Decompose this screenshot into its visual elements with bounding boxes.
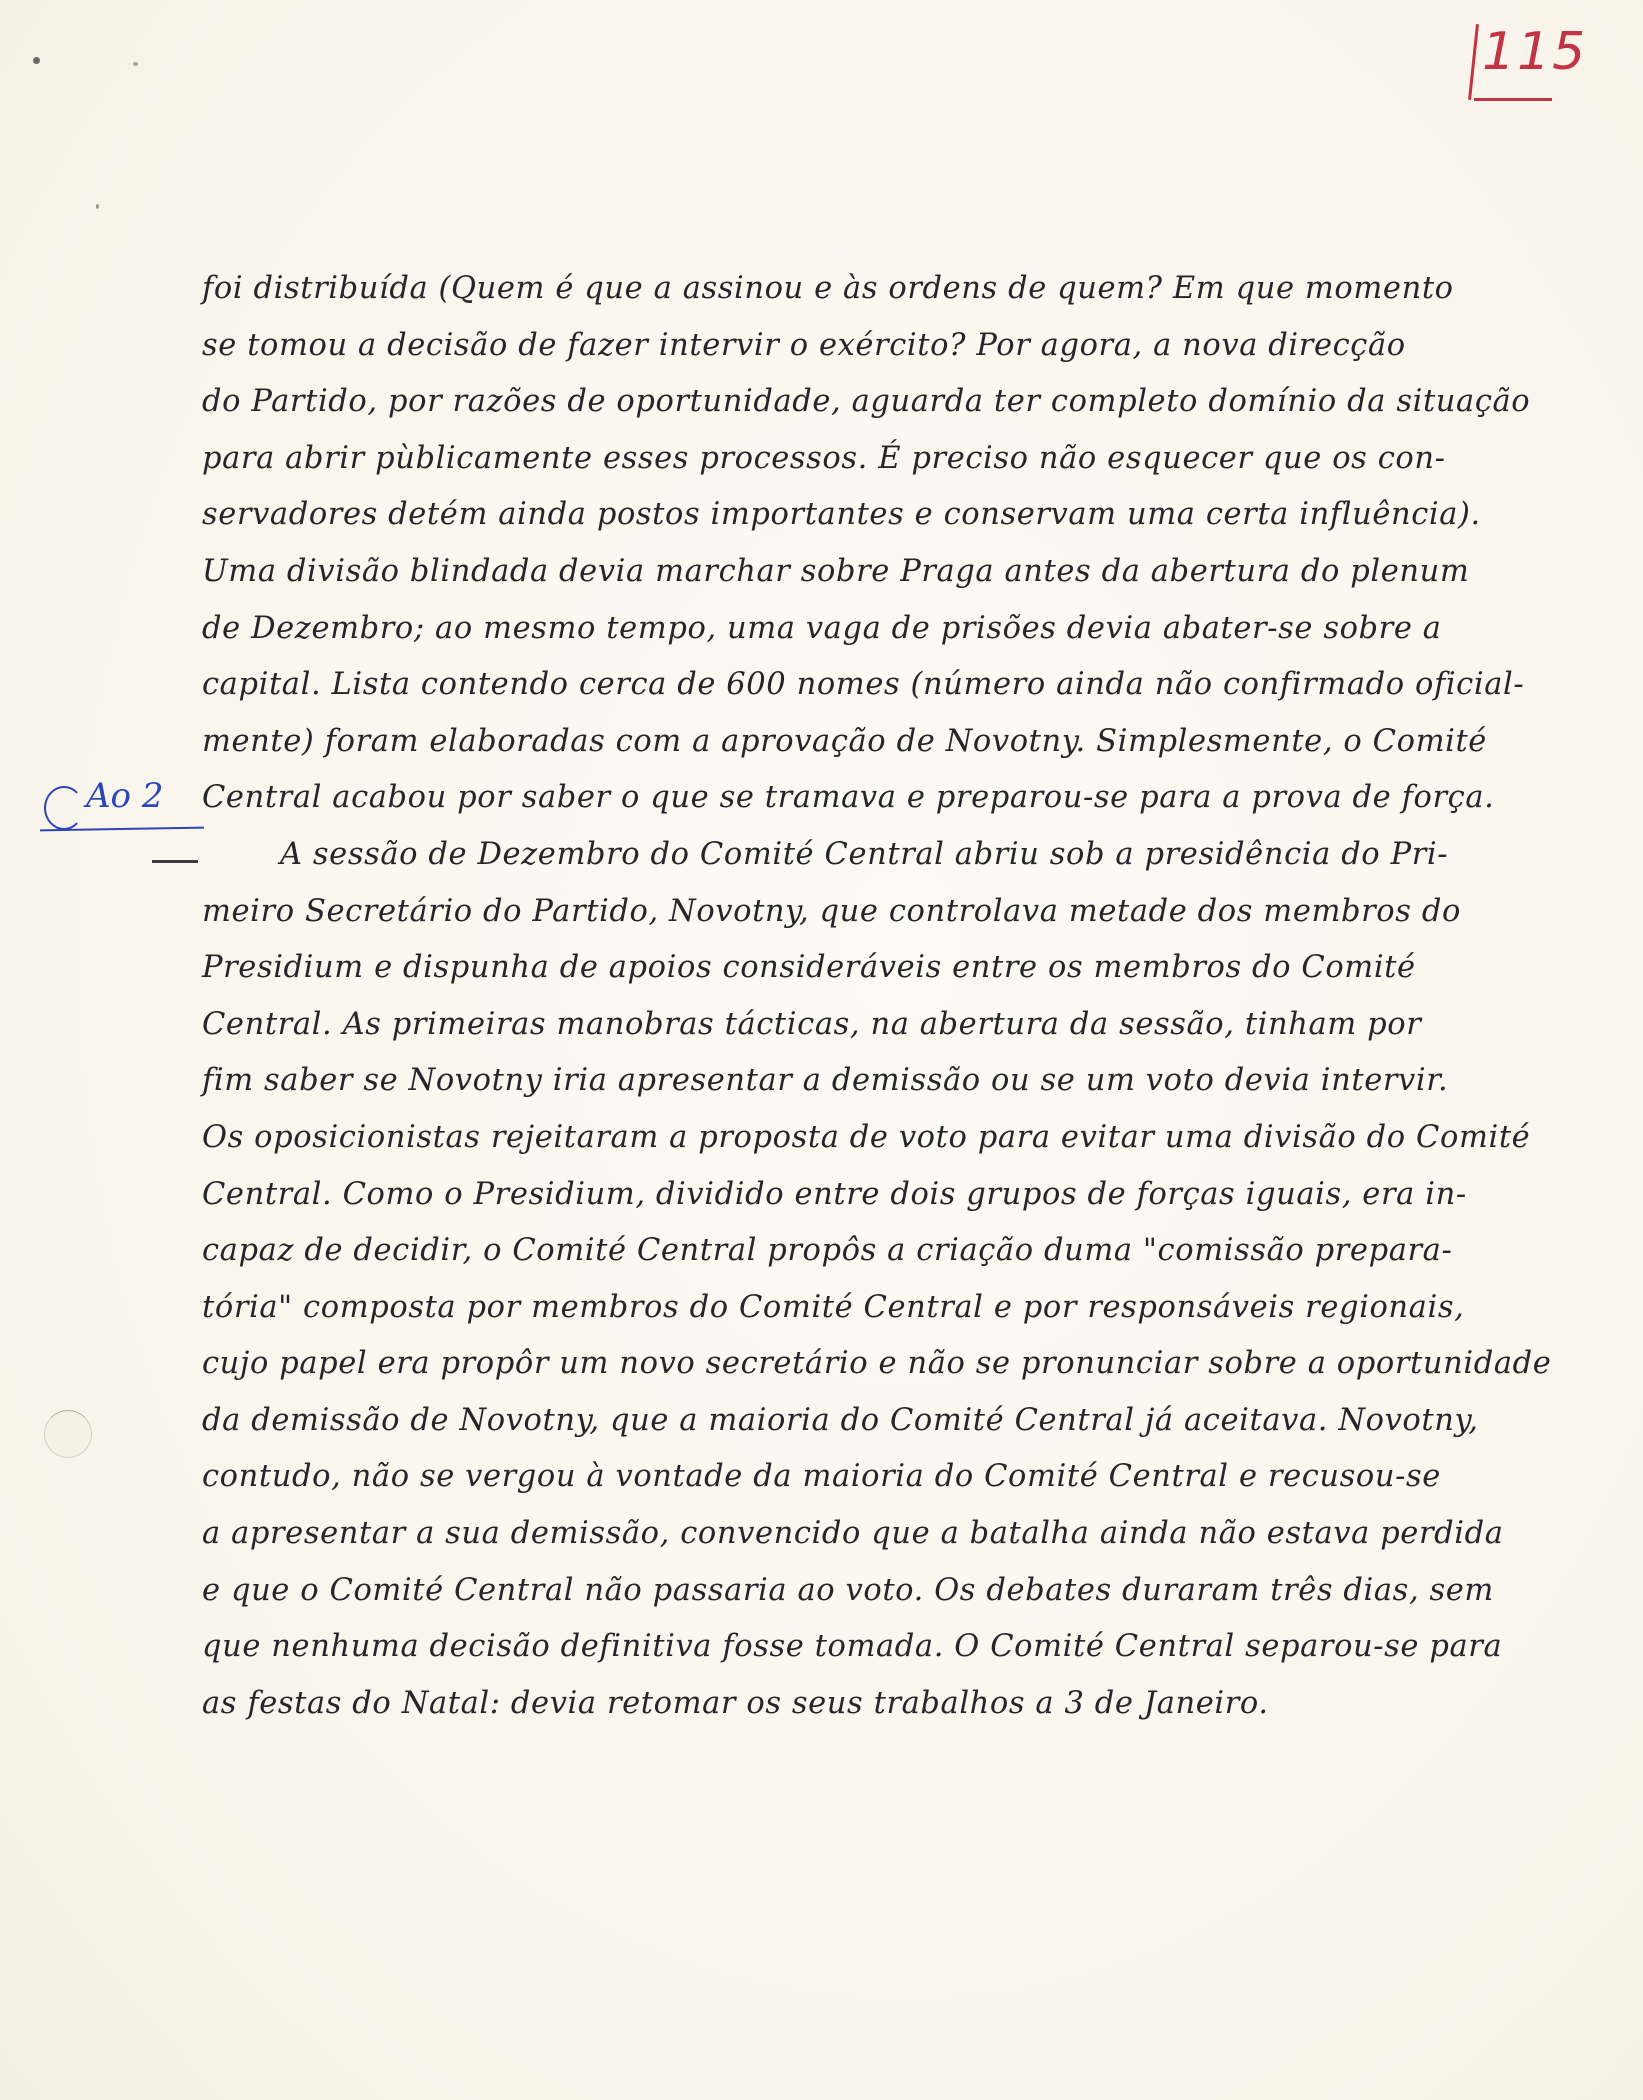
text-line: que nenhuma decisão definitiva fosse tomada. O Comité Central separou-se para xyxy=(202,1629,1503,1665)
text-line: meiro Secretário do Partido, Novotny, que controlava metade dos membros do xyxy=(202,893,1461,929)
text-line: servadores detém ainda postos importantes e conservam uma certa influência). xyxy=(202,497,1481,533)
text-line: capital. Lista contendo cerca de 600 nomes (número ainda não confirmado oficial- xyxy=(202,667,1525,703)
text-line-paragraph-start: A sessão de Dezembro do Comité Central abriu sob a presidência do Pri- xyxy=(280,836,1449,872)
text-line: foi distribuída (Quem é que a assinou e às ordens de quem? Em que momento xyxy=(202,271,1454,306)
text-line: Central. Como o Presidium, dividido entre dois grupos de forças iguais, era in- xyxy=(202,1176,1467,1212)
text-line: Central. As primeiras manobras tácticas, na abertura da sessão, tinham por xyxy=(202,1006,1422,1042)
text-line: mente) foram elaboradas com a aprovação de Novotny. Simplesmente, o Comité xyxy=(202,723,1487,759)
text-line: cujo papel era propôr um novo secretário e não se pronunciar sobre a oportunidade xyxy=(202,1346,1552,1382)
text-line: e que o Comité Central não passaria ao voto. Os debates duraram três dias, sem xyxy=(202,1572,1494,1608)
text-line: Uma divisão blindada devia marchar sobre Praga antes da abertura do plenum xyxy=(202,553,1470,589)
page-number-underline xyxy=(1474,98,1552,101)
paragraph-mark-dash xyxy=(152,860,198,863)
handwritten-margin-note xyxy=(40,776,210,846)
page-number-bracket xyxy=(1468,24,1479,100)
text-line: se tomou a decisão de fazer intervir o exército? Por agora, a nova direcção xyxy=(202,327,1406,363)
text-line: Presidium e dispunha de apoios consideráveis entre os membros do Comité xyxy=(202,950,1416,986)
margin-note-circle xyxy=(44,786,84,830)
paper-speck xyxy=(133,62,138,66)
text-line: a apresentar a sua demissão, convencido que a batalha ainda não estava perdida xyxy=(202,1516,1504,1552)
typed-body-text xyxy=(202,261,1622,1732)
paper-speck xyxy=(33,57,40,64)
punch-hole xyxy=(44,1410,92,1458)
text-line: fim saber se Novotny iria apresentar a demissão ou se um voto devia intervir. xyxy=(202,1063,1449,1099)
text-line: de Dezembro; ao mesmo tempo, uma vaga de prisões devia abater-se sobre a xyxy=(202,610,1442,646)
text-line: do Partido, por razões de oportunidade, aguarda ter completo domínio da situação xyxy=(202,384,1531,420)
margin-note-text: Ao 2 xyxy=(86,776,164,816)
text-line: capaz de decidir, o Comité Central propôs a criação duma "comissão prepara- xyxy=(202,1233,1453,1269)
page-number-text: 115 xyxy=(1482,22,1588,82)
text-line: as festas do Natal: devia retomar os seus trabalhos a 3 de Janeiro. xyxy=(202,1685,1269,1721)
paper-speck xyxy=(96,204,99,209)
text-line: Os oposicionistas rejeitaram a proposta de voto para evitar uma divisão do Comité xyxy=(202,1119,1531,1155)
text-line: Central acabou por saber o que se tramava e preparou-se para a prova de força. xyxy=(202,780,1495,816)
text-line: contudo, não se vergou à vontade da maioria do Comité Central e recusou-se xyxy=(202,1459,1441,1495)
page-number xyxy=(1462,14,1588,94)
text-line: para abrir pùblicamente esses processos. É preciso não esquecer que os con- xyxy=(202,440,1446,476)
text-line: tória" composta por membros do Comité Central e por responsáveis regionais, xyxy=(202,1289,1465,1325)
text-line: da demissão de Novotny, que a maioria do Comité Central já aceitava. Novotny, xyxy=(202,1402,1479,1438)
